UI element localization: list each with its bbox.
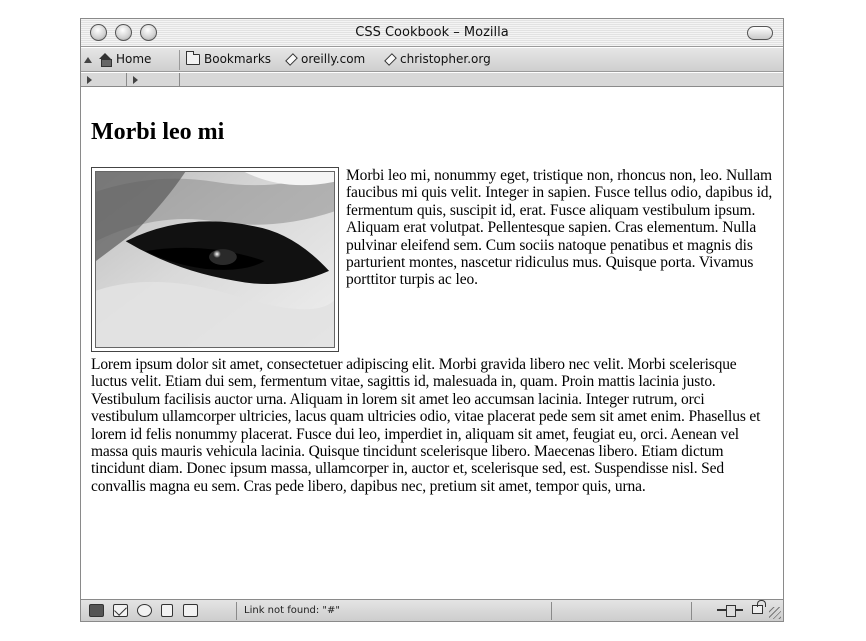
page-content bbox=[81, 88, 783, 601]
collapse-toolbar-icon[interactable] bbox=[84, 57, 92, 63]
personal-toolbar bbox=[81, 48, 783, 72]
status-separator bbox=[691, 602, 692, 620]
bookmark-icon bbox=[384, 53, 396, 65]
tab-strip-divider bbox=[179, 73, 180, 87]
bookmark-link-christopher[interactable] bbox=[384, 52, 491, 66]
toolbar-separator bbox=[179, 50, 180, 70]
irc-icon[interactable] bbox=[183, 604, 198, 617]
home-label: Home bbox=[116, 52, 152, 66]
status-separator bbox=[551, 602, 552, 620]
mozilla-icon[interactable] bbox=[89, 604, 104, 617]
composer-icon[interactable] bbox=[137, 604, 152, 617]
home-button[interactable] bbox=[99, 52, 151, 66]
tab-strip bbox=[81, 73, 783, 87]
toolbar-toggle-icon[interactable] bbox=[747, 26, 773, 40]
bookmarks-label: Bookmarks bbox=[204, 52, 272, 66]
browser-window bbox=[80, 18, 784, 622]
status-bar bbox=[81, 599, 783, 621]
address-book-icon[interactable] bbox=[161, 604, 173, 617]
tab-strip-divider bbox=[126, 73, 127, 87]
bookmarks-button[interactable] bbox=[186, 52, 271, 66]
resize-grip-icon[interactable] bbox=[769, 607, 781, 619]
lock-icon[interactable] bbox=[752, 605, 763, 614]
body-paragraph: Lorem ipsum dolor sit amet, consectetuer adipiscing elit. Morbi gravida libero nec velit. Morbi scelerisque luctus velit. Etiam dui sem, fermentum vitae, sagittis id, malesuada in, quam. Proin mattis lacinia justo. Vestibulum facilisis auctor urna. Aliquam in lorem sit amet leo accumsan lacinia. Integer rutrum, orci vestibulum ullamcorper ultricies, lacus quam ultricies odio, vitae placerat pede sem sit amet enim. Phasellus et lorem id felis nonummy placerat. Fusce dui leo, imperdiet in, aliquam sit amet, feugiat eu, orci. Aenean vel massa quis mauris vehicula lacinia. Quisque tincidunt scelerisque libero. Maecenas libero. Etiam dictum tincidunt diam. Donec ipsum massa, ullamcorper in, auctor et, scelerisque sed, est. Suspendisse nisl. Sed convallis magna eu sem. Cras pede libero, dapibus nec, pretium sit amet, tempor quis, urna. bbox=[91, 356, 761, 495]
bookmark-icon bbox=[285, 53, 297, 65]
status-text: Link not found: "#" bbox=[244, 605, 341, 616]
online-status-icon[interactable] bbox=[717, 605, 743, 615]
photo-image bbox=[96, 172, 334, 347]
status-separator bbox=[236, 602, 237, 620]
window-title: CSS Cookbook – Mozilla bbox=[355, 25, 509, 40]
mail-icon[interactable] bbox=[113, 604, 128, 617]
folder-icon bbox=[186, 54, 200, 65]
page-heading: Morbi leo mi bbox=[91, 119, 225, 145]
expand-arrow-icon[interactable] bbox=[87, 76, 92, 84]
expand-arrow-icon[interactable] bbox=[133, 76, 138, 84]
bookmark-link-label: oreilly.com bbox=[301, 52, 366, 66]
bookmark-link-label: christopher.org bbox=[400, 52, 491, 66]
bookmark-link-oreilly[interactable] bbox=[285, 52, 365, 66]
intro-paragraph: Morbi leo mi, nonummy eget, tristique non, rhoncus non, leo. Nullam faucibus mi quis velit. Integer in sapien. Fusce tellus odio, dapibus id, fermentum quis, suscipit id, erat. Fusce aliquam vestibulum ipsum. Aliquam erat volutpat. Pellentesque sapien. Cras elementum. Nulla pulvinar eleifend sem. Cum sociis natoque penatibus et magnis dis parturient montes, nascetur ridiculus mus. Quisque porta. Vivamus porttitor turpis ac leo. bbox=[346, 167, 773, 289]
husky-eye-photo bbox=[91, 167, 339, 352]
title-bar[interactable] bbox=[81, 19, 783, 47]
home-icon bbox=[99, 53, 112, 65]
